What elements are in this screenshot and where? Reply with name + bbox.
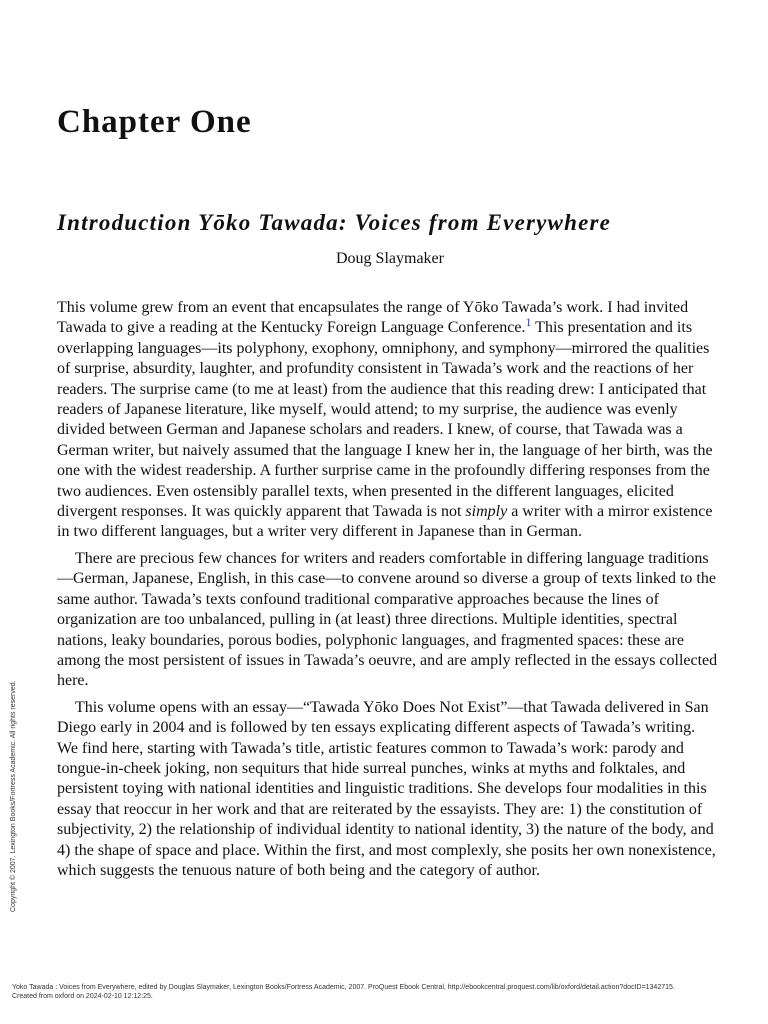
paragraph-1-emphasis: simply — [465, 503, 508, 521]
footer-citation: Yoko Tawada : Voices from Everywhere, edited by Douglas Slaymaker, Lexington Books/Fortress Academic, 2007. ProQuest Ebook Central, http://ebookcentral.proquest.com/lib/oxford/detail.action?docID=1342715. — [12, 984, 675, 991]
copyright-text: Copyright © 2007. Lexington Books/Fortress Academic. All rights reserved. — [10, 680, 17, 912]
chapter-subtitle: Introduction Yōko Tawada: Voices from Everywhere — [57, 210, 612, 235]
footnote-1-link[interactable]: 1 — [525, 315, 532, 330]
paragraph-1-text-c: a writer with a mirror existence in two different languages, but a writer very different in Japanese than in German. — [57, 503, 713, 541]
page-footer — [12, 983, 675, 1001]
paragraph-1-text-a: This volume grew from an event that encapsulates the range of Yōko Tawada’s work. I had invited Tawada to give a reading at the Kentucky Foreign Language Conference. — [57, 299, 689, 337]
chapter-body — [57, 298, 719, 887]
chapter-title: Chapter One — [57, 104, 252, 140]
author-name: Doug Slaymaker — [336, 250, 444, 267]
paragraph-1-text-b: This presentation and its overlapping languages—its polyphony, exophony, omniphony, and symphony—mirrored the qualities of surprise, absurdity, laughter, and profundity consistent in Tawada’s work and the reactions of her readers. The surprise came (to me at least) from the audience that this reading drew: I anticipated that readers of Japanese literature, like myself, would attend; to my surprise, the audience was evenly divided between German and Japanese scholars and readers. I knew, of course, that Tawada was a German writer, but naively assumed that the language I knew her in, the language of her birth, was the one with the widest readership. A further surprise came in the profoundly differing responses from the two audiences. Even ostensibly parallel texts, when presented in the different languages, elicited divergent responses. It was quickly apparent that Tawada is not — [57, 319, 713, 521]
paragraph-1 — [57, 298, 719, 543]
paragraph-3: This volume opens with an essay—“Tawada Yōko Does Not Exist”—that Tawada delivered in San Diego early in 2004 and is followed by ten essays explicating different aspects of Tawada’s writing. We find here, starting with Tawada’s title, artistic features common to Tawada’s work: parody and tongue-in-cheek joking, non sequiturs that hide surreal punches, winks at myths and folktales, and persistent toying with national identities and linguistic traditions. She develops four modalities in this essay that reoccur in her work and that are reiterated by the essayists. They are: 1) the constitution of subjectivity, 2) the relationship of individual identity to national identity, 3) the nature of the body, and 4) the shape of space and place. Within the first, and most complexly, she posits her own nonexistence, which suggests the tenuous nature of both being and the category of author. — [57, 698, 716, 879]
paragraph-2: There are precious few chances for writers and readers comfortable in differing language traditions—German, Japanese, English, in this case—to convene around so diverse a group of texts linked to the same author. Tawada’s texts confound traditional comparative approaches because the lines of organization are too unbalanced, pulling in (at least) three directions. Multiple identities, spectral nations, leaky boundaries, porous bodies, polyphonic languages, and fragmented spaces: these are among the most persistent of issues in Tawada’s oeuvre, and are amply reflected in the essays collected here. — [57, 549, 718, 690]
footer-created: Created from oxford on 2024-02-10 12:12:25. — [12, 993, 153, 1000]
